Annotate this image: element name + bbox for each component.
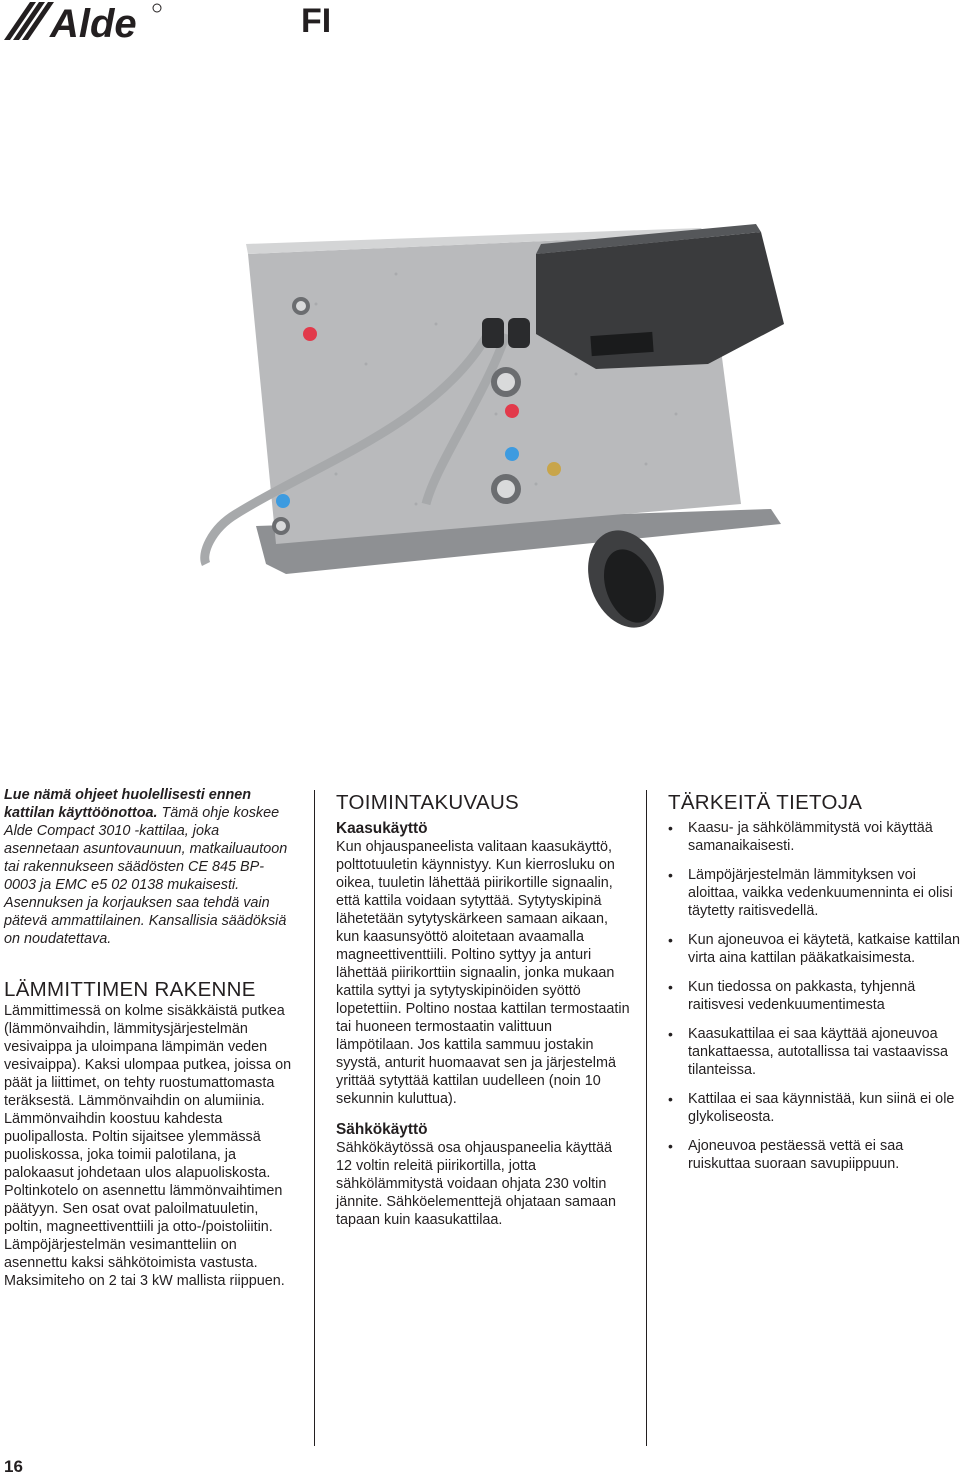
bullet-icon: • [668,1091,673,1107]
hot-water-marker [505,404,519,418]
construction-title: LÄMMITTIMEN RAKENNE [4,978,256,1001]
column-divider [314,790,315,1446]
cold-water-marker [505,447,519,461]
intro-warning: Lue nämä ohjeet huolellisesti ennen kattilan käyttöönottoa. [4,787,252,821]
electric-operation-body: Sähkökäytössä osa ohjauspaneelia käyttää 12 voltin releitä piirikortilla, jotta sähkölämmitystä voidaan ohjata 230 voltin jännite. Sähköelementtejä ohjataan samaan tapaan kuin kaasukattilaa. [336,1140,617,1228]
list-item: • Ajoneuvoa pestäessä vettä ei saa ruiskuttaa suoraan savupiippuun. [668,1138,904,1172]
operation-title: TOIMINTAKUVAUS [336,791,520,814]
column-right [668,791,960,1184]
column-middle [336,791,631,1229]
hot-water-marker [303,327,317,341]
alde-logo [4,0,164,42]
important-title: TÄRKEITÄ TIETOJA [668,791,863,814]
boiler-illustration [196,214,798,636]
list-item: • Kun ajoneuvoa ei käytetä, katkaise kattilan virta aina kattilan pääkatkaisimesta. [668,932,960,966]
construction-body: Lämmittimessä on kolme sisäkkäistä putkea (lämmönvaihdin, lämmitysjärjestelmän vesivaippa ja uloimpana lämpimän veden vesivaippa). Kaksi ulompaa putkea, joissa on päät ja liittimet, on tehty ruostumattomasta teräksestä. Lämmönvaihdin on alumiinia. Lämmönvaihdin koostuu kahdesta puolipallosta. Poltin sijaitsee ylemmässä puoliskossa, joka toimii palotilana, ja palokaasut johdetaan ulos alapuoliskosta. Poltinkotelo on asennettu lämmönvaihtimen päätyyn. Sen osat ovat paloilmatuuletin, poltin, magneettiventtiili ja otto-/poistoliitin. Lämpöjärjestelmän vesimantteliin on asennettu kaksi sähkötoimista vastusta. Maksimiteho on 2 tai 3 kW mallista riippuen. [4,1003,292,1289]
bullet-icon: • [668,867,673,883]
language-code: FI [301,2,332,40]
intro-body: Tämä ohje koskee Alde Compact 3010 -kattilaa, joka asennetaan asuntovaunuun, matkailuautoon tai rakennukseen säädösten CE 845 BP-0003 ja EMC e5 02 0138 mukaisesti. Asennuksen ja korjauksen saa tehdä vain pätevä ammattilainen. Kansallisia säädöksiä on noudatettava. [4,805,288,947]
list-item: • Kaasu- ja sähkölämmitystä voi käyttää samanaikaisesti. [668,820,933,854]
list-item: • Kattilaa ei saa käynnistää, kun siinä ei ole glykoliseosta. [668,1091,955,1125]
electric-operation-title: Sähkökäyttö [336,1121,428,1138]
gas-operation-title: Kaasukäyttö [336,820,428,837]
intro-text [4,786,294,948]
bullet-icon: • [668,1138,673,1154]
list-item: • Kun tiedossa on pakkasta, tyhjennä raitisvesi vedenkuumentimesta [668,979,916,1013]
important-list [668,819,960,1173]
control-box [536,232,784,369]
bullet-icon: • [668,932,673,948]
brand-wordmark: Alde [50,2,137,42]
list-item: • Lämpöjärjestelmän lämmityksen voi aloittaa, vaikka vedenkuumenninta ei olisi täytetty raitisvedellä. [668,867,953,919]
column-left [4,786,294,1290]
column-divider [646,790,647,1446]
bullet-icon: • [668,820,673,836]
bullet-icon: • [668,979,673,995]
gas-operation-body: Kun ohjauspaneelista valitaan kaasukäyttö, polttotuuletin käynnistyy. Kun kierrosluku on oikea, tuuletin lähettää piirikortille signaalin, että kattila voidaan sytyttää. Sytytyskipinä lähetetään sytytyskärkeen samaan aikaan, kun kaasunsyöttö aloitetaan avaamalla magneettiventtiili. Poltino syttyy ja anturi lähettää piirikorttiin signaalin, jonka mukaan kattila syttyi ja sytytyskipinöiden syöttö lopetettiin. Poltino nostaa kattilan termostaatin tai huoneen termostaatin valittuun lämpötilaan. Jos kattila sammuu jostakin syystä, anturit huomaavat sen ja järjestelmä yrittää sytyttää kattilan uudelleen (noin 10 sekunnin kuluttua). [336,839,630,1107]
list-item: • Kaasukattilaa ei saa käyttää ajoneuvoa tankattaessa, autotallissa tai vastaavissa tilanteissa. [668,1026,948,1078]
cold-water-marker [276,494,290,508]
page-number: 16 [4,1457,23,1476]
bullet-icon: • [668,1026,673,1042]
